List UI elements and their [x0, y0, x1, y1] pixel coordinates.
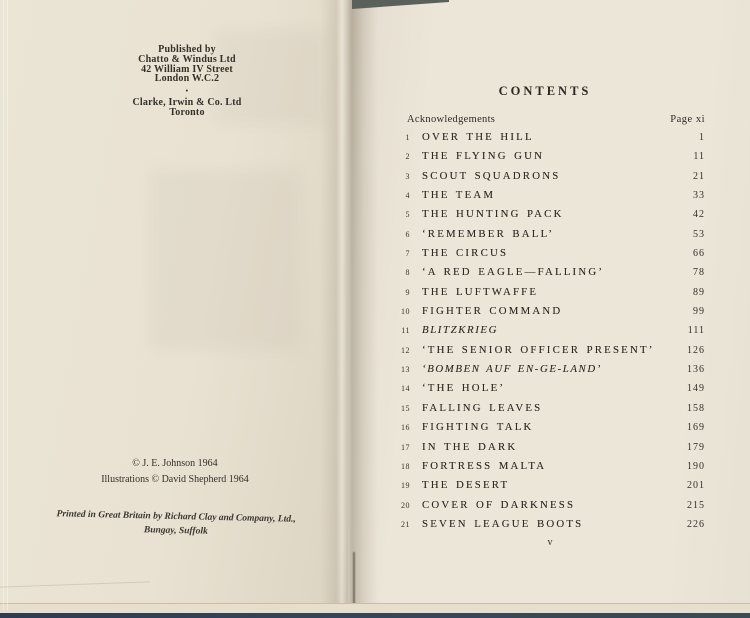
entry-page: 201 [687, 480, 705, 492]
entry-number: 17 [401, 442, 410, 452]
entry-title: SEVEN LEAGUE BOOTS [422, 517, 584, 530]
contents-entry [390, 418, 705, 437]
contents-entry [390, 225, 705, 244]
entry-title: THE CIRCUS [422, 247, 509, 260]
entry-title: ‘THE SENIOR OFFICER PRESENT’ [422, 343, 655, 356]
entry-page: 11 [693, 151, 705, 163]
entry-number: 7 [405, 249, 410, 259]
entry-page: 226 [687, 518, 705, 530]
entry-page: 33 [693, 190, 705, 202]
entry-number: 2 [405, 152, 410, 162]
entry-page: 42 [693, 209, 705, 221]
publisher-imprint-block [52, 45, 322, 118]
copyright-block [40, 456, 310, 488]
entry-number: 13 [401, 365, 410, 375]
publisher-line: Clarke, Irwin & Co. Ltd [132, 97, 242, 109]
contents-entry [390, 496, 705, 515]
entry-title: ‘BOMBEN AUF EN-GE-LAND’ [422, 363, 602, 376]
contents-entry [390, 244, 705, 263]
entry-number: 6 [405, 229, 410, 239]
front-matter-label: Acknowledgements [407, 114, 496, 125]
entry-page: 99 [693, 306, 705, 318]
entry-number: 1 [405, 133, 410, 142]
contents-entry [390, 302, 705, 321]
contents-entry [390, 128, 705, 147]
entry-title: FORTRESS MALTA [422, 459, 547, 472]
entry-title: FIGHTING TALK [422, 421, 534, 434]
entry-title: BLITZKRIEG [422, 324, 498, 337]
entry-page: 89 [693, 286, 705, 298]
entry-title: OVER THE HILL [422, 131, 534, 143]
entry-page: 158 [687, 402, 705, 414]
entry-title: ‘A RED EAGLE—FALLING’ [422, 266, 605, 279]
contents-entry [390, 167, 705, 186]
entry-number: 12 [401, 345, 410, 355]
front-matter-row [390, 114, 705, 125]
entry-number: 19 [401, 481, 410, 491]
entry-number: 9 [405, 287, 410, 297]
entry-page: 21 [693, 170, 705, 182]
cover-edge-bottom [0, 613, 750, 618]
entry-number: 14 [401, 384, 410, 394]
contents-entry [390, 341, 705, 360]
publisher-line: London W.C.2 [154, 73, 220, 85]
entry-page: 169 [687, 422, 705, 434]
entry-page: 78 [693, 267, 705, 279]
entry-number: 8 [405, 268, 410, 278]
entry-number: 11 [401, 326, 410, 336]
contents-heading: CONTENTS [498, 84, 592, 98]
contents-entry [390, 399, 705, 418]
entry-title: FALLING LEAVES [422, 401, 543, 414]
entry-title: FIGHTER COMMAND [422, 305, 563, 318]
entry-number: 3 [405, 171, 410, 181]
entry-title: THE LUFTWAFFE [422, 285, 539, 298]
entry-title: ‘REMEMBER BALL’ [422, 227, 555, 240]
copyright-line: © J. E. Johnson 1964 [132, 458, 218, 469]
entry-title: ‘THE HOLE’ [422, 382, 506, 395]
page-folio: v [547, 537, 553, 548]
entry-page: 190 [687, 460, 705, 472]
entry-page: 66 [693, 248, 705, 260]
printer-line: Printed in Great Britain by Richard Clay and Company, Ltd., [56, 509, 296, 525]
entry-title: COVER OF DARKNESS [422, 498, 576, 511]
page-showthrough [150, 170, 300, 350]
contents-entry [390, 515, 705, 534]
entry-title: THE DESERT [422, 479, 510, 492]
publisher-line: Chatto & Windus Ltd [138, 53, 236, 65]
contents-entry [390, 147, 705, 166]
entry-title: IN THE DARK [422, 440, 518, 453]
entry-number: 15 [401, 403, 410, 413]
entry-page: 215 [687, 499, 705, 511]
entry-page: 149 [687, 383, 705, 395]
contents-entry [390, 379, 705, 398]
publisher-line: Published by [158, 44, 216, 55]
contents-entry [390, 476, 705, 495]
contents-entry [390, 205, 705, 224]
printer-line: Bungay, Suffolk [143, 524, 208, 537]
entry-title: THE HUNTING PACK [422, 208, 564, 221]
entry-page: 1 [699, 132, 705, 143]
contents-entry [390, 283, 705, 302]
entry-number: 10 [401, 307, 410, 317]
entry-number: 18 [401, 461, 410, 471]
contents-entry [390, 360, 705, 379]
contents-entry [390, 321, 705, 340]
publisher-line: 42 William IV Street [141, 63, 233, 75]
page-edge-line [7, 0, 8, 610]
entry-number: 20 [401, 500, 410, 510]
publisher-line: Toronto [169, 106, 205, 118]
entry-page: 111 [687, 325, 705, 337]
page-edge-line [3, 0, 4, 610]
front-matter-page: Page xi [670, 114, 705, 125]
contents-entry [390, 186, 705, 205]
entry-page: 53 [693, 228, 705, 240]
entry-title: SCOUT SQUADRONS [422, 169, 561, 182]
entry-page: 179 [687, 441, 705, 453]
entry-page: 136 [687, 364, 705, 376]
copyright-line: Illustrations © David Shepherd 1964 [101, 474, 249, 485]
contents-list [390, 128, 705, 534]
entry-title: THE FLYING GUN [422, 150, 545, 163]
entry-number: 5 [405, 210, 410, 220]
entry-number: 21 [401, 519, 410, 529]
contents-entry [390, 438, 705, 457]
entry-number: 16 [401, 423, 410, 433]
entry-number: 4 [405, 191, 410, 201]
entry-title: THE TEAM [422, 189, 496, 202]
publisher-separator-dot: • [185, 87, 189, 96]
entry-page: 126 [687, 344, 705, 356]
contents-entry [390, 263, 705, 282]
contents-entry [390, 457, 705, 476]
